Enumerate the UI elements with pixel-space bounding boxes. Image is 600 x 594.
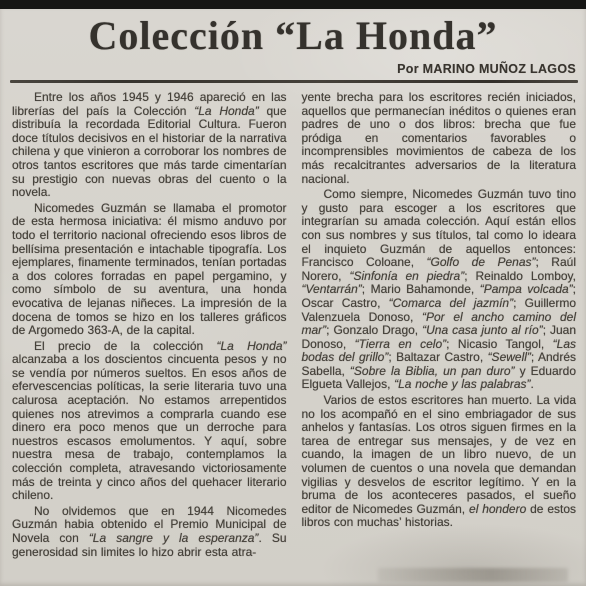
paragraph [12,505,287,559]
body-text: ; Mario Bahamonde, [361,282,480,297]
body-text: ; Nicasio Tangol, [446,336,553,351]
body-text: que distribuía la recordada Editorial Cultura. Fueron doce títulos decisivos en el historiar de la narrativa chilena y que vinieron a corroborar los nombres de otros tantos escritores que más tarde cimentarían su prestigio con nuevas obras del cuento o la novela. [12,103,287,200]
body-text: ; Baltazar Castro, [388,350,488,365]
book-title-text: “Pampa volcada” [479,282,573,297]
book-title-text: el hondero [469,501,527,516]
book-title-text: “La noche y las palabras” [394,377,531,392]
body-text: ; Reinaldo Lomboy, [464,268,577,283]
book-title-text: “Ventarrán” [301,282,362,297]
body-text: ; Juan Donoso, [301,323,577,351]
article-column-left [12,91,287,559]
body-text: alcanzaba a los doscientos cincuenta pesos y no se vendía por números sueltos. En esos años de efervescencias políticas, la serie literaria tuvo una calurosa aceptación. No estamos arrepentidos quienes nos atrevimos a comprarla cuando ese dinero era poco menos que un derroche para nuestros escasos emolumentos. Y aquí, sobre nuestra mesa de trabajo, contemplamos la colección completa, atravesando victoriosamente más de treinta y cinco años del quehacer literario chileno. [12,352,287,503]
paragraph [12,91,287,200]
book-title-text: “Golfo de Penas” [426,255,536,270]
book-title-text: “Sinfonía en piedra” [349,268,465,283]
body-text: ; Gonzalo Drago, [326,323,423,338]
body-text: Nicomedes Guzmán se llamaba el promotor de esta hermosa iniciativa: él mismo anduvo por todo el territorio nacional ofreciendo esos libros de bellísima presentación e intachable tipografía. Los ejemplares, finamente terminados, tenían portadas a dos colores forradas en papel pergamino, y como símbolo de su aventura, una honda evocativa de lejanas niñeces. La impresión de la docena de tomos se hizo en los talleres gráficos de Argomedo 363-A, de la capital. [12,200,287,338]
body-text: El precio de la colección [34,338,217,353]
book-title-text: “Una casa junto al río” [422,323,543,338]
scan-smudge-artifact [378,568,568,582]
body-text: de estos libros con muchas’ historias. [301,501,577,530]
book-title-text: “La Honda” [216,338,287,353]
body-text: Como siempre, Nicomedes Guzmán tuvo tino y gusto para escoger a los escritores que integrarían su amada colección. Aquí están ellos con sus nombres y sus títulos, tal como lo ideara el inquieto Guzmán de aquellos entonces: Francisco Coloane, [301,187,576,270]
book-title-text: “La Honda” [194,103,259,118]
body-text: . Su generosidad sin limites lo hizo abrir esta atra- [12,531,287,559]
book-title-text: “La sangre y la esperanza” [88,531,259,545]
article-column-right [302,91,577,559]
body-text: ; Oscar Castro, [301,282,577,310]
paragraph [302,188,577,392]
scan-border-top [0,0,586,9]
body-text: . [530,377,534,392]
book-title-text: “Sobre la Biblia, un pan duro” [349,363,515,378]
book-title-text: “Sewell” [487,350,531,365]
paragraph [12,202,287,338]
article-body [0,83,586,559]
body-text: Entre los años 1945 y 1946 apareció en las librerías del país la Colección [12,90,287,118]
body-text: yente brecha para los escritores recién iniciados, aquellos que permanecían inéditos o quienes eran padres de uno o dos libros: brecha que fue pródiga en comentarios favorables o incomprensibles movimientos de cabeza de los más recalcitrantes adversarios de la literatura nacional. [301,90,576,186]
paragraph [302,91,577,186]
article-title: Colección “La Honda” [88,13,498,58]
paragraph [302,394,577,530]
body-text: No olvidemos que en 1944 Nicomedes Guzmán habia obtenido el Premio Municipal de Novela con [12,503,287,545]
body-text: y Eduardo Elgueta Vallejos, [301,363,576,392]
book-title-text: “Las bodas del grillo” [301,336,576,365]
book-title-text: “Tierra en celo” [354,336,447,351]
byline: Por MARINO MUÑOZ LAGOS [397,62,576,76]
body-text: ; Raúl Norero, [301,255,576,283]
newsprint-paper [0,9,586,586]
book-title-text: “Por el ancho camino del mar” [301,309,577,338]
body-text: ; Guillermo Valenzuela Donoso, [301,295,576,324]
body-text: ; Andrés Sabella, [301,350,576,378]
paragraph [12,340,287,503]
body-text: Varios de estos escritores han muerto. La vida no los acompañó en el sino embriagador de sus anhelos y fantasías. Los otros siguen firmes en la tarea de entregar sus mensajes, y de vez en cuando, la imagen de un libro nuevo, de un volumen de cuentos o una novela que demandan vigilias y desvelos de escritor legítimo. Y en la bruma de los aconteceres pasados, el sueño editor de Nicomedes Guzmán, [301,393,576,516]
book-title-text: “Comarca del jazmín” [388,295,514,310]
